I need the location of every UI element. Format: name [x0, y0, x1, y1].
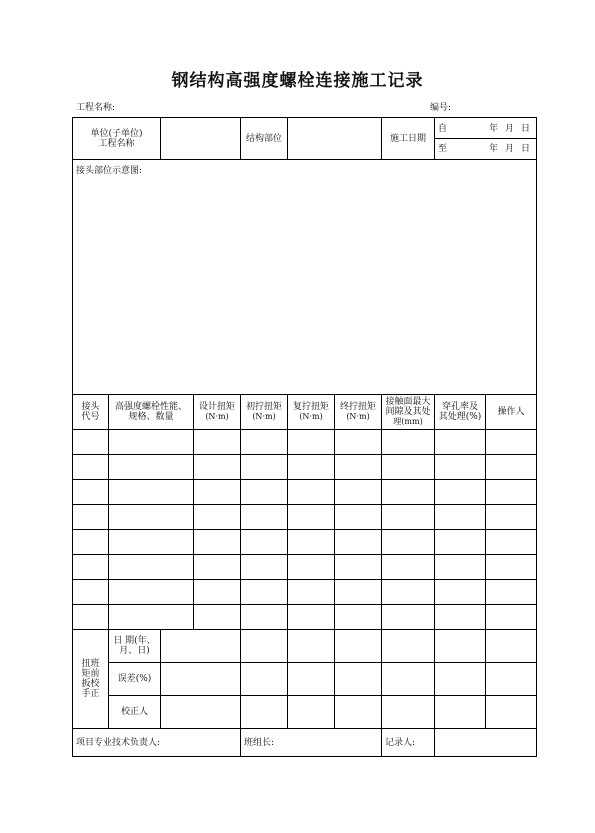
cell[interactable]: [435, 430, 486, 455]
date-from-line: [435, 119, 536, 139]
from-label: 自: [438, 123, 448, 134]
cell[interactable]: [73, 430, 109, 455]
calibration-error-label: 误差(%): [109, 663, 161, 696]
header-row: [73, 118, 537, 160]
cell[interactable]: [288, 555, 335, 580]
cell[interactable]: [335, 580, 382, 605]
table-row: [73, 555, 537, 580]
cell[interactable]: [241, 696, 288, 729]
cell[interactable]: [435, 555, 486, 580]
cell[interactable]: [109, 555, 194, 580]
unit-name-value-cell[interactable]: [161, 118, 241, 160]
col-joint-code: 接头 代号: [73, 395, 109, 430]
cell[interactable]: [194, 605, 241, 630]
cell[interactable]: [486, 430, 537, 455]
structure-value-cell[interactable]: [288, 118, 382, 160]
unit-name-label-cell: [73, 118, 161, 160]
cell[interactable]: [241, 580, 288, 605]
cell[interactable]: [435, 480, 486, 505]
cell[interactable]: [382, 480, 435, 505]
cell[interactable]: [109, 505, 194, 530]
cell[interactable]: [335, 480, 382, 505]
cell[interactable]: [382, 605, 435, 630]
cell[interactable]: [241, 430, 288, 455]
cell[interactable]: [109, 480, 194, 505]
diagram-label: 接头部位示意图:: [76, 166, 143, 176]
cell[interactable]: [194, 430, 241, 455]
cell[interactable]: [288, 605, 335, 630]
cell[interactable]: [241, 663, 288, 696]
cell[interactable]: [288, 530, 335, 555]
calibration-checker-label: 校正人: [109, 696, 161, 729]
cell[interactable]: [486, 480, 537, 505]
date-to-line: [435, 139, 536, 158]
cell[interactable]: [335, 696, 382, 729]
structure-label-cell: 结构部位: [241, 118, 288, 160]
cell[interactable]: [435, 696, 486, 729]
cell[interactable]: [288, 430, 335, 455]
cell[interactable]: [109, 580, 194, 605]
cell[interactable]: [241, 555, 288, 580]
cell[interactable]: [288, 663, 335, 696]
cell[interactable]: [109, 430, 194, 455]
cell[interactable]: [335, 663, 382, 696]
cell[interactable]: [382, 505, 435, 530]
cell[interactable]: [288, 455, 335, 480]
cell[interactable]: [194, 555, 241, 580]
cell[interactable]: [335, 555, 382, 580]
col-final-torque: 终拧扭矩 (N·m): [335, 395, 382, 430]
cell[interactable]: [194, 580, 241, 605]
col-design-torque: 设计扭矩 (N·m): [194, 395, 241, 430]
cell[interactable]: [486, 505, 537, 530]
calibration-error-row: [73, 663, 537, 696]
cell[interactable]: [73, 530, 109, 555]
cell[interactable]: [288, 480, 335, 505]
table-row: [73, 455, 537, 480]
table-row: [73, 480, 537, 505]
cell[interactable]: [486, 663, 537, 696]
cell[interactable]: [73, 580, 109, 605]
cell[interactable]: [335, 455, 382, 480]
record-form-table: [72, 117, 537, 757]
cell[interactable]: [73, 480, 109, 505]
cell[interactable]: [73, 505, 109, 530]
cell[interactable]: [435, 630, 486, 663]
table-row: [73, 580, 537, 605]
cell[interactable]: [288, 505, 335, 530]
cell[interactable]: [241, 505, 288, 530]
tech-lead-label: 项目专业技术负责人:: [73, 729, 241, 757]
cell[interactable]: [109, 455, 194, 480]
from-month: 月: [504, 123, 514, 134]
cell[interactable]: [435, 505, 486, 530]
cell[interactable]: [109, 530, 194, 555]
cell[interactable]: [109, 605, 194, 630]
col-operator: 操作人: [486, 395, 537, 430]
cell[interactable]: [241, 480, 288, 505]
cell[interactable]: [335, 530, 382, 555]
cell[interactable]: [161, 663, 241, 696]
calibration-date-label: 日 期(年、 月、日): [109, 630, 161, 663]
cell[interactable]: [335, 605, 382, 630]
to-year: 年: [488, 143, 498, 154]
from-year: 年: [488, 123, 498, 134]
cell[interactable]: [486, 530, 537, 555]
from-day: 日: [520, 123, 530, 134]
cell[interactable]: [435, 580, 486, 605]
table-row: [73, 530, 537, 555]
to-label: 至: [438, 143, 448, 154]
joint-diagram-area[interactable]: [73, 160, 537, 395]
cell[interactable]: [288, 696, 335, 729]
cell[interactable]: [486, 696, 537, 729]
col-re-torque: 复拧扭矩 (N·m): [288, 395, 335, 430]
cell[interactable]: [73, 455, 109, 480]
date-label-cell: 施工日期: [382, 118, 435, 160]
cell[interactable]: [382, 580, 435, 605]
cell[interactable]: [486, 580, 537, 605]
calibration-checker-row: [73, 696, 537, 729]
recorder-value-cell[interactable]: [435, 729, 537, 757]
cell[interactable]: [241, 630, 288, 663]
cell[interactable]: [161, 696, 241, 729]
cell[interactable]: [486, 555, 537, 580]
cell[interactable]: [486, 455, 537, 480]
cell[interactable]: [435, 663, 486, 696]
diagram-row: [73, 160, 537, 395]
column-header-row: [73, 395, 537, 430]
recorder-label: 记录人:: [382, 729, 435, 757]
cell[interactable]: [382, 430, 435, 455]
cell[interactable]: [486, 605, 537, 630]
cell[interactable]: [241, 530, 288, 555]
date-range-cell[interactable]: [435, 118, 537, 160]
cell[interactable]: [435, 530, 486, 555]
cell[interactable]: [194, 505, 241, 530]
cell[interactable]: [335, 430, 382, 455]
cell[interactable]: [194, 455, 241, 480]
cell[interactable]: [241, 605, 288, 630]
table-row: [73, 605, 537, 630]
cell[interactable]: [435, 605, 486, 630]
cell[interactable]: [382, 630, 435, 663]
signature-row: [73, 729, 537, 757]
col-initial-torque: 初拧扭矩 (N·m): [241, 395, 288, 430]
table-row: [73, 430, 537, 455]
col-bolt-spec: 高强度螺栓性能、 规格、数量: [109, 395, 194, 430]
cell[interactable]: [382, 663, 435, 696]
page-title: 钢结构高强度螺栓连接施工记录: [171, 71, 424, 91]
cell[interactable]: [335, 630, 382, 663]
project-name-label: 工程名称:: [76, 103, 116, 113]
cell[interactable]: [194, 480, 241, 505]
cell[interactable]: [382, 555, 435, 580]
cell[interactable]: [288, 580, 335, 605]
cell[interactable]: [382, 455, 435, 480]
to-month: 月: [504, 143, 514, 154]
cell[interactable]: [161, 630, 241, 663]
calibration-date-row: [73, 630, 537, 663]
cell[interactable]: [241, 455, 288, 480]
cell[interactable]: [335, 505, 382, 530]
cell[interactable]: [73, 555, 109, 580]
cell[interactable]: [382, 696, 435, 729]
team-lead-label: 班组长:: [241, 729, 382, 757]
cell[interactable]: [73, 605, 109, 630]
cell[interactable]: [382, 530, 435, 555]
col-contact-gap: 接触面最大 间隙及其处 理(mm): [382, 395, 435, 430]
cell[interactable]: [486, 630, 537, 663]
calibration-group-label: 扭班 矩前 扳校 手正: [73, 630, 109, 729]
number-label: 编号:: [430, 103, 452, 113]
unit-label-line1: 单位(子单位): [90, 128, 143, 139]
table-row: [73, 505, 537, 530]
unit-label-line2: 工程名称: [98, 138, 135, 149]
cell[interactable]: [194, 530, 241, 555]
col-hole-rate: 穿孔率及 其处理(%): [435, 395, 486, 430]
cell[interactable]: [288, 630, 335, 663]
cell[interactable]: [435, 455, 486, 480]
to-day: 日: [520, 143, 530, 154]
